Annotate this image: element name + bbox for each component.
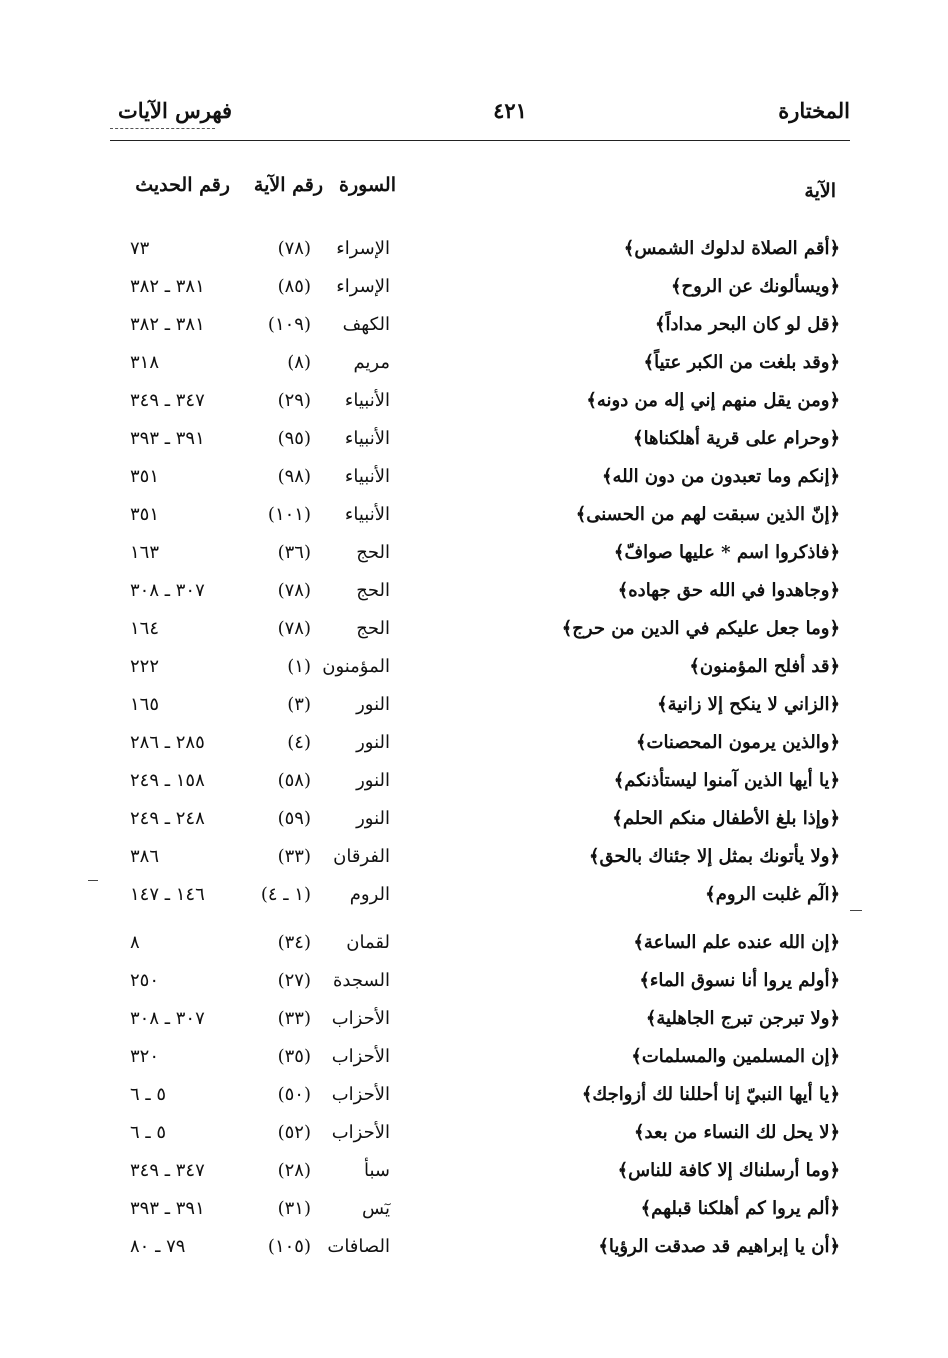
- surah-name: الأحزاب: [331, 1046, 390, 1067]
- table-row: [0, 884, 948, 918]
- ayah-number: (٣٣): [277, 1008, 311, 1029]
- table-row: [0, 352, 948, 386]
- surah-name: الحج: [356, 580, 390, 601]
- surah-name: النور: [356, 770, 390, 791]
- ayah-text: ﴿يا أيها النبيّ إنا أحللنا لك أزواجك﴾: [581, 1084, 840, 1105]
- ayah-text: ﴿أقم الصلاة لدلوك الشمس﴾: [623, 238, 840, 259]
- hadith-number: ٧٣: [130, 238, 150, 259]
- ayah-text: ﴿وقد بلغت من الكبر عتياً﴾: [643, 352, 840, 373]
- surah-name: النور: [356, 732, 390, 753]
- surah-name: الأحزاب: [331, 1084, 390, 1105]
- ayah-number: (٨٥): [277, 276, 311, 297]
- hadith-number: ٣٠٧ ـ ٣٠٨: [130, 1008, 205, 1029]
- header-rule: [110, 140, 850, 141]
- table-row: [0, 618, 948, 652]
- ayah-text: ﴿إنّ الذين سبقت لهم من الحسنى﴾: [575, 504, 840, 525]
- table-row: [0, 770, 948, 804]
- hadith-number: ٣٢٠: [130, 1046, 160, 1067]
- ayah-number: (٢٩): [277, 390, 311, 411]
- ayah-text: ﴿الٓم غلبت الروم﴾: [705, 884, 840, 905]
- ayah-text: ﴿وحرام على قرية أهلكناها﴾: [633, 428, 840, 449]
- hadith-number: ٣٥١: [130, 466, 160, 487]
- margin-mark: [88, 880, 98, 881]
- hadith-number: ١٦٤: [130, 618, 160, 639]
- ayah-text: ﴿ومن يقل منهم إني إله من دونه﴾: [586, 390, 840, 411]
- ayah-number: (١٠١): [267, 504, 311, 525]
- ayah-number: (١٠٥): [267, 1236, 311, 1257]
- surah-name: المؤمنون: [322, 656, 390, 677]
- hadith-number: ٣٠٧ ـ ٣٠٨: [130, 580, 205, 601]
- hadith-number: ٢٥٠: [130, 970, 160, 991]
- header-dash-rule: [110, 128, 215, 129]
- hadith-number: ٣٩١ ـ ٣٩٣: [130, 1198, 205, 1219]
- ayah-number: (٣١): [277, 1198, 311, 1219]
- hadith-number: ٧٩ ـ ٨٠: [130, 1236, 186, 1257]
- hadith-number: ٢٢٢: [130, 656, 160, 677]
- hadith-number: ١٦٥: [130, 694, 160, 715]
- ayah-text: ﴿ألم يروا كم أهلكنا قبلهم﴾: [640, 1198, 840, 1219]
- ayah-number: (٣): [287, 694, 311, 715]
- ayah-number: (١٠٩): [267, 314, 311, 335]
- table-row: [0, 732, 948, 766]
- ayah-text: ﴿وما أرسلناك إلا كافة للناس﴾: [617, 1160, 840, 1181]
- ayah-number: (١ ـ ٤): [260, 884, 311, 905]
- table-row: [0, 656, 948, 690]
- ayah-text: ﴿وجاهدوا في الله حق جهاده﴾: [617, 580, 840, 601]
- surah-name: لقمان: [346, 932, 390, 953]
- table-row: [0, 932, 948, 966]
- surah-name: الكهف: [342, 314, 390, 335]
- hadith-number: ٥ ـ ٦: [130, 1122, 167, 1143]
- ayah-number: (٥٠): [277, 1084, 311, 1105]
- table-row: [0, 504, 948, 538]
- table-row: [0, 808, 948, 842]
- ayah-text: ﴿لا يحل لك النساء من بعد﴾: [633, 1122, 840, 1143]
- hadith-number: ٣٤٧ ـ ٣٤٩: [130, 1160, 205, 1181]
- table-row: [0, 542, 948, 576]
- ayah-text: ﴿وما جعل عليكم في الدين من حرج﴾: [561, 618, 840, 639]
- hadith-number: ٣١٨: [130, 352, 160, 373]
- hadith-number: ١٦٣: [130, 542, 160, 563]
- surah-name: الروم: [349, 884, 390, 905]
- table-row: [0, 970, 948, 1004]
- table-row: [0, 276, 948, 310]
- surah-name: الأنبياء: [344, 466, 390, 487]
- table-row: [0, 846, 948, 880]
- surah-name: الأنبياء: [344, 428, 390, 449]
- ayah-number: (٩٨): [277, 466, 311, 487]
- table-row: [0, 1122, 948, 1156]
- table-row: [0, 1236, 948, 1270]
- surah-name: الإسراء: [336, 238, 390, 259]
- hadith-number: ٢٤٨ ـ ٢٤٩: [130, 808, 205, 829]
- ayah-number: (٣٣): [277, 846, 311, 867]
- hadith-number: ٣٩١ ـ ٣٩٣: [130, 428, 205, 449]
- table-row: [0, 1198, 948, 1232]
- hadith-number: ٣٨١ ـ ٣٨٢: [130, 276, 205, 297]
- surah-name: الأحزاب: [331, 1008, 390, 1029]
- hadith-number: ٥ ـ ٦: [130, 1084, 167, 1105]
- ayah-number: (٥٩): [277, 808, 311, 829]
- ayah-text: ﴿أن يا إبراهيم قد صدقت الرؤيا﴾: [598, 1236, 840, 1257]
- ayah-text: ﴿إن الله عنده علم الساعة﴾: [633, 932, 840, 953]
- surah-name: الأحزاب: [331, 1122, 390, 1143]
- ayah-number: (٩٥): [277, 428, 311, 449]
- book-title: المختارة: [778, 98, 850, 123]
- ayah-text: ﴿الزاني لا ينكح إلا زانية﴾: [657, 694, 840, 715]
- surah-name: الأنبياء: [344, 390, 390, 411]
- column-header-ayah-number: رقم الآية: [253, 174, 323, 196]
- ayah-text: ﴿قد أفلح المؤمنون﴾: [689, 656, 840, 677]
- hadith-number: ٣٨٦: [130, 846, 160, 867]
- ayah-text: ﴿إن المسلمين والمسلمات﴾: [631, 1046, 840, 1067]
- column-headers: [0, 174, 948, 214]
- surah-name: الصافات: [327, 1236, 390, 1257]
- ayah-text: ﴿إنكم وما تعبدون من دون الله﴾: [601, 466, 840, 487]
- section-title: فهرس الآيات: [118, 98, 233, 123]
- ayah-text: ﴿ولا تبرجن تبرج الجاهلية﴾: [645, 1008, 840, 1029]
- hadith-number: ٣٤٧ ـ ٣٤٩: [130, 390, 205, 411]
- surah-name: الفرقان: [333, 846, 390, 867]
- ayah-number: (١): [287, 656, 311, 677]
- ayah-text: ﴿يا أيها الذين آمنوا ليستأذنكم﴾: [613, 770, 840, 791]
- ayah-number: (٧٨): [277, 580, 311, 601]
- table-row: [0, 1008, 948, 1042]
- hadith-number: ٣٨١ ـ ٣٨٢: [130, 314, 205, 335]
- ayah-number: (٤): [287, 732, 311, 753]
- column-header-surah: السورة: [339, 174, 396, 196]
- hadith-number: ١٤٦ ـ ١٤٧: [130, 884, 205, 905]
- ayah-text: ﴿قل لو كان البحر مداداً﴾: [654, 314, 840, 335]
- ayah-number: (٥٢): [277, 1122, 311, 1143]
- surah-name: سبأ: [364, 1160, 390, 1181]
- hadith-number: ٢٨٥ ـ ٢٨٦: [130, 732, 205, 753]
- ayah-text: ﴿والذين يرمون المحصنات﴾: [635, 732, 840, 753]
- table-row: [0, 694, 948, 728]
- ayah-text: ﴿فاذكروا اسم * عليها صوافّ﴾: [613, 542, 840, 563]
- ayah-number: (٢٧): [277, 970, 311, 991]
- running-head: [110, 98, 850, 138]
- page-number: ٤٢١: [493, 98, 527, 123]
- table-row: [0, 238, 948, 272]
- ayah-number: (٣٦): [277, 542, 311, 563]
- surah-name: الحج: [356, 618, 390, 639]
- surah-name: مريم: [353, 352, 390, 373]
- column-header-hadith-number: رقم الحديث: [135, 174, 230, 196]
- hadith-number: ٨: [130, 932, 140, 953]
- surah-name: الإسراء: [336, 276, 390, 297]
- table-row: [0, 1084, 948, 1118]
- hadith-number: ٣٥١: [130, 504, 160, 525]
- ayah-text: ﴿وإذا بلغ الأطفال منكم الحلم﴾: [612, 808, 840, 829]
- ayah-number: (٧٨): [277, 238, 311, 259]
- surah-name: النور: [356, 808, 390, 829]
- table-row: [0, 1046, 948, 1080]
- surah-name: السجدة: [332, 970, 390, 991]
- ayah-text: ﴿ويسألونك عن الروح﴾: [670, 276, 840, 297]
- ayah-number: (٨): [287, 352, 311, 373]
- surah-name: الحج: [356, 542, 390, 563]
- table-row: [0, 1160, 948, 1194]
- ayah-number: (٣٤): [277, 932, 311, 953]
- hadith-number: ١٥٨ ـ ٢٤٩: [130, 770, 205, 791]
- column-header-ayah: الآية: [804, 180, 836, 202]
- table-row: [0, 314, 948, 348]
- table-row: [0, 580, 948, 614]
- ayah-text: ﴿أولم يروا أنا نسوق الماء﴾: [639, 970, 840, 991]
- ayah-number: (٥٨): [277, 770, 311, 791]
- surah-name: النور: [356, 694, 390, 715]
- table-row: [0, 466, 948, 500]
- ayah-number: (٧٨): [277, 618, 311, 639]
- table-row: [0, 390, 948, 424]
- surah-name: الأنبياء: [344, 504, 390, 525]
- ayah-number: (٣٥): [277, 1046, 311, 1067]
- ayah-number: (٢٨): [277, 1160, 311, 1181]
- ayah-text: ﴿ولا يأتونك بمثل إلا جئناك بالحق﴾: [588, 846, 840, 867]
- margin-mark: [850, 910, 862, 911]
- surah-name: يٓس: [362, 1198, 390, 1219]
- table-row: [0, 428, 948, 462]
